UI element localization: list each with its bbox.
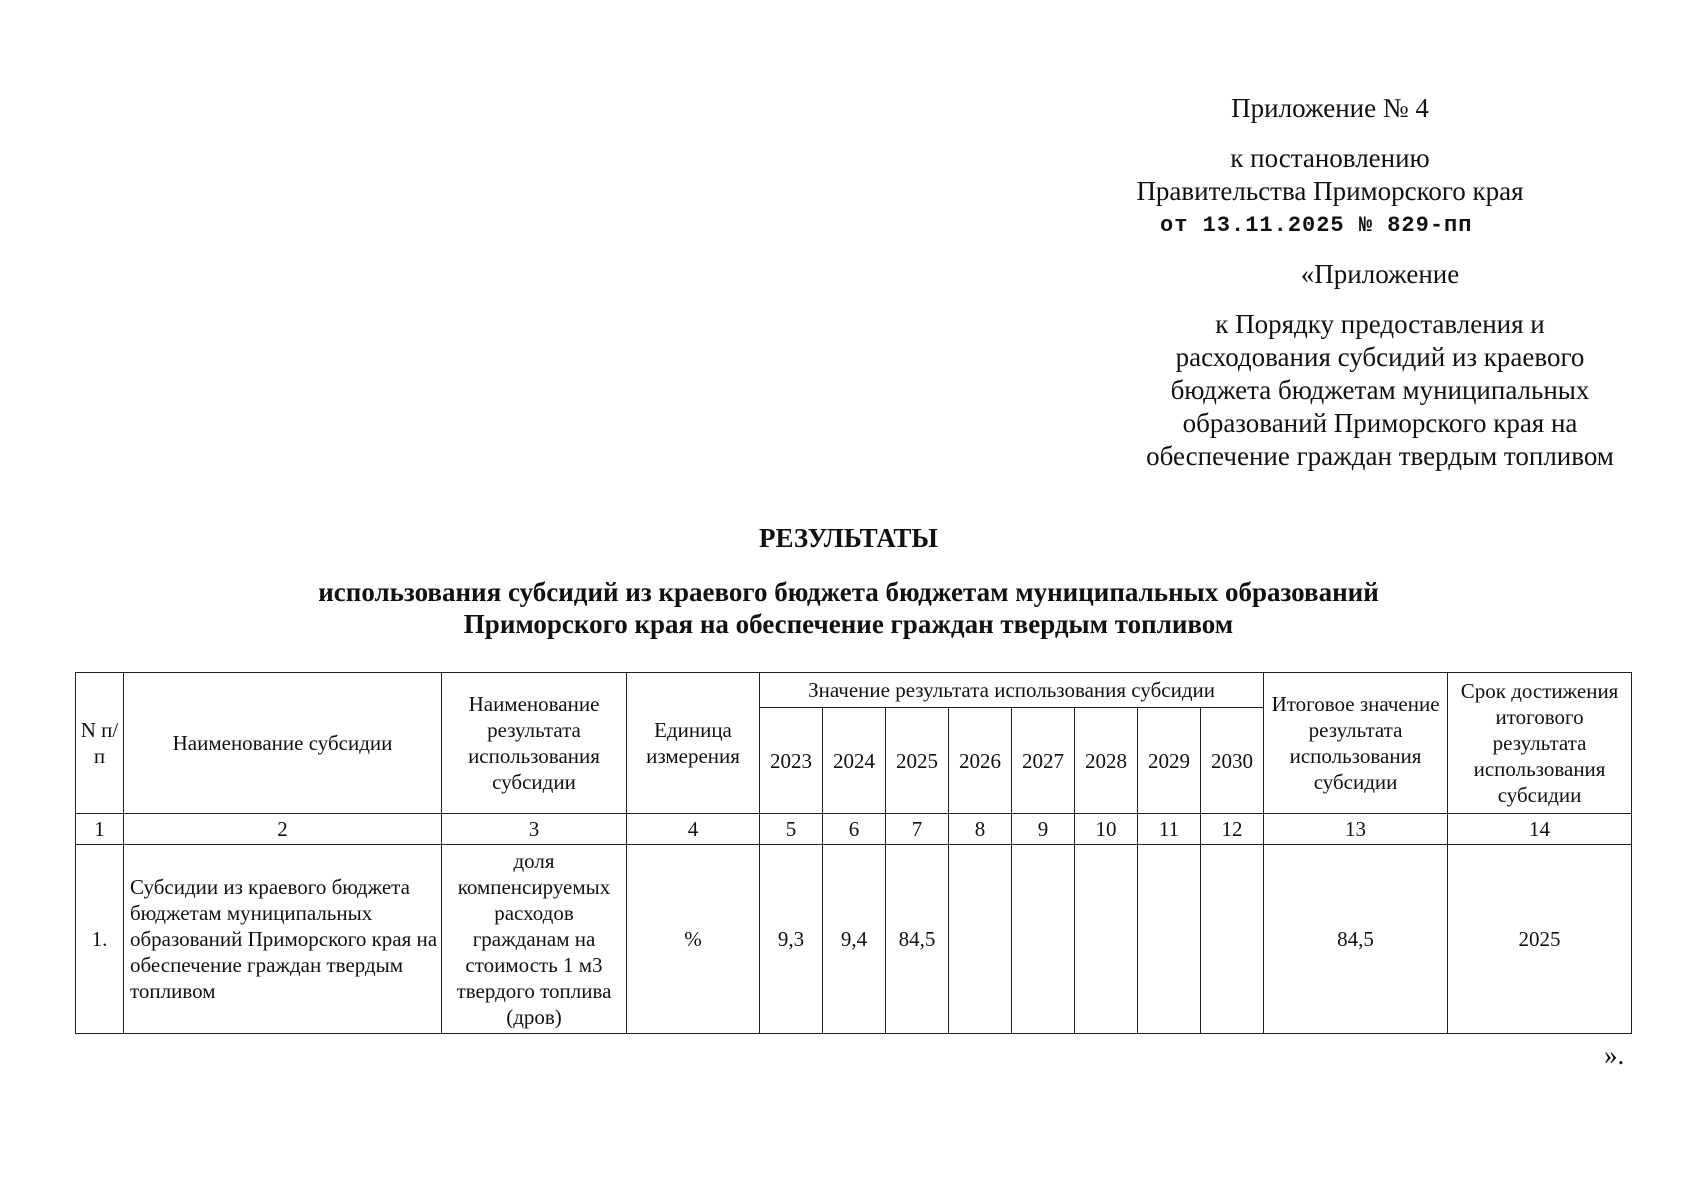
column-number: 13 [1264, 814, 1448, 845]
row-deadline: 2025 [1448, 845, 1632, 1034]
results-table [75, 672, 1632, 1034]
header-year: 2025 [886, 708, 949, 814]
column-number: 2 [124, 814, 442, 845]
header-final-value: Итоговое значение результата использования субсидии [1264, 673, 1448, 814]
order-line: образований Приморского края на [1182, 408, 1578, 438]
order-line: расходования субсидий из краевого [1175, 342, 1585, 372]
column-number: 10 [1075, 814, 1138, 845]
header-year: 2024 [823, 708, 886, 814]
column-number: 11 [1138, 814, 1201, 845]
header-year: 2023 [760, 708, 823, 814]
column-number: 9 [1012, 814, 1075, 845]
document-subtitle [0, 576, 1697, 640]
row-value-2028 [1075, 845, 1138, 1034]
annex-resolution-line: Правительства Приморского края [1136, 176, 1524, 206]
header-year: 2027 [1012, 708, 1075, 814]
header-year: 2029 [1138, 708, 1201, 814]
annex-number: Приложение № 4 [1231, 93, 1429, 123]
header-year: 2028 [1075, 708, 1138, 814]
order-line: бюджета бюджетам муниципальных [1170, 375, 1590, 405]
header-num: N п/п [76, 673, 124, 814]
order-reference [1100, 308, 1660, 473]
table-row [76, 845, 1632, 1034]
column-number: 3 [442, 814, 627, 845]
header-values-group: Значение результата использования субсидии [760, 673, 1264, 708]
annex-resolution-line: к постановлению [1230, 143, 1430, 173]
header-deadline: Срок достижения итогового результата использования субсидии [1448, 673, 1632, 814]
header-year: 2026 [949, 708, 1012, 814]
header-unit: Единица измерения [627, 673, 760, 814]
row-num: 1. [76, 845, 124, 1034]
column-number: 14 [1448, 814, 1632, 845]
order-line: к Порядку предоставления и [1215, 309, 1545, 339]
column-number: 6 [823, 814, 886, 845]
previous-annex-label: «Приложение [1300, 259, 1460, 289]
column-number: 7 [886, 814, 949, 845]
annex-resolution-ref [1050, 142, 1610, 208]
header-row-top [76, 673, 1632, 708]
row-value-2030 [1201, 845, 1264, 1034]
column-number: 5 [760, 814, 823, 845]
row-value-2029 [1138, 845, 1201, 1034]
order-line: обеспечение граждан твердым топливом [1146, 441, 1614, 471]
subtitle-line: Приморского края на обеспечение граждан твердым топливом [463, 609, 1234, 639]
document-title: РЕЗУЛЬТАТЫ [759, 523, 938, 553]
column-number: 1 [76, 814, 124, 845]
column-numbers-row [76, 814, 1632, 845]
column-number: 4 [627, 814, 760, 845]
column-number: 8 [949, 814, 1012, 845]
row-value-2023: 9,3 [760, 845, 823, 1034]
row-value-2024: 9,4 [823, 845, 886, 1034]
row-value-2025: 84,5 [886, 845, 949, 1034]
row-unit: % [627, 845, 760, 1034]
resolution-date-number: от 13.11.2025 № 829-пп [1160, 213, 1473, 238]
row-value-2026 [949, 845, 1012, 1034]
closing-quote: ». [1604, 1040, 1625, 1070]
row-subsidy-name: Субсидии из краевого бюджета бюджетам муниципальных образований Приморского края на обеспечение граждан твердым топливом [124, 845, 442, 1034]
header-year: 2030 [1201, 708, 1264, 814]
subtitle-line: использования субсидий из краевого бюджета бюджетам муниципальных образований [318, 577, 1379, 607]
row-result-name: доля компенсируемых расходов гражданам на стоимость 1 м3 твердого топлива (дров) [442, 845, 627, 1034]
header-result-name: Наименование результата использования субсидии [442, 673, 627, 814]
column-number: 12 [1201, 814, 1264, 845]
row-final-value: 84,5 [1264, 845, 1448, 1034]
header-subsidy-name: Наименование субсидии [124, 673, 442, 814]
row-value-2027 [1012, 845, 1075, 1034]
